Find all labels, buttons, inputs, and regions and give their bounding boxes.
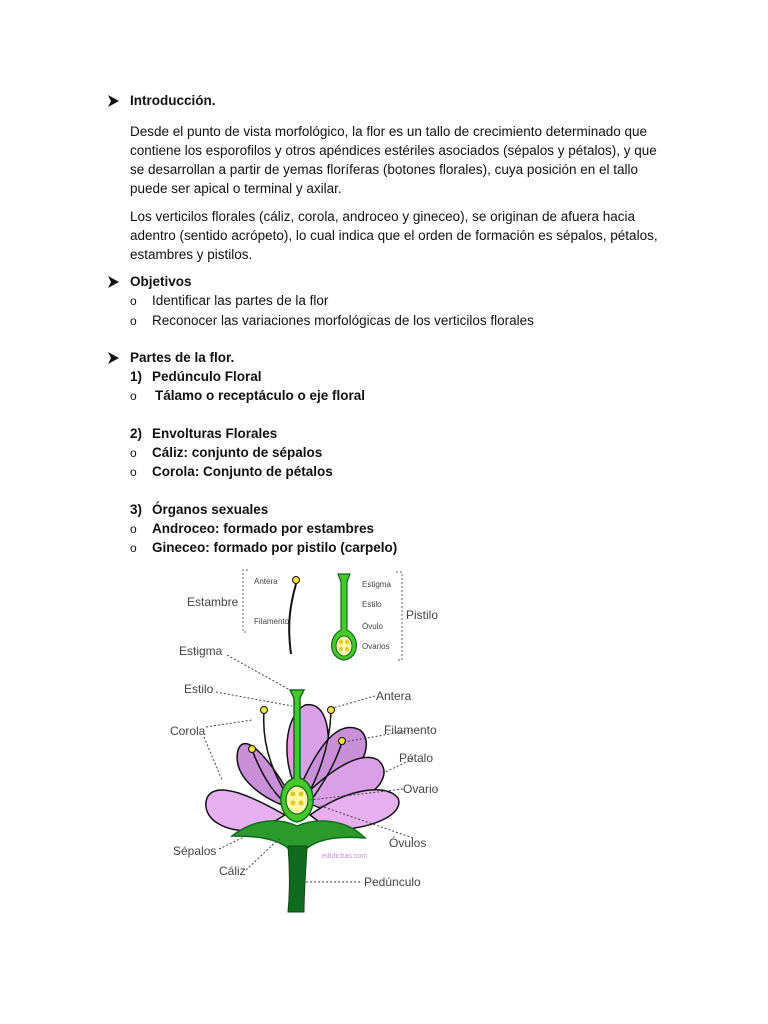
- ovule-dot: [291, 801, 296, 806]
- section-2-number: 2): [130, 426, 143, 441]
- label-estigma-small: Estigma: [362, 580, 391, 589]
- label-ovarios-small: Ovarios: [362, 642, 390, 651]
- objective-item-2: Reconocer las variaciones morfológicas de los verticilos florales: [152, 313, 534, 328]
- label-petalo: Pétalo: [399, 751, 434, 765]
- circle-bullet: o: [130, 388, 137, 403]
- section-1-number: 1): [130, 369, 143, 384]
- stamen-anther: [293, 577, 300, 584]
- ovule-dot: [339, 647, 343, 651]
- label-ovario: Ovario: [403, 782, 439, 796]
- bracket-estambre: [243, 570, 248, 632]
- objectives-heading: Objetivos: [130, 274, 192, 289]
- anther: [261, 707, 268, 714]
- ovule-dot: [299, 792, 304, 797]
- circle-bullet: o: [130, 540, 137, 555]
- label-filamento-small: Filamento: [254, 617, 290, 626]
- section-1-item-1: Tálamo o receptáculo o eje floral: [155, 388, 366, 403]
- circle-bullet: o: [130, 293, 137, 308]
- section-1-title: Pedúnculo Floral: [152, 369, 262, 384]
- ovule-dot: [291, 792, 296, 797]
- ovule-dot: [299, 801, 304, 806]
- parts-heading: Partes de la flor.: [130, 350, 235, 365]
- section-3-number: 3): [130, 502, 143, 517]
- label-estilo: Estilo: [184, 682, 214, 696]
- ovary-detail: [336, 636, 352, 656]
- anther: [249, 746, 256, 753]
- label-filamento: Filamento: [384, 723, 437, 737]
- section-3-title: Órganos sexuales: [152, 502, 269, 517]
- circle-bullet: o: [130, 521, 137, 536]
- section-3-item-1: Androceo: formado por estambres: [152, 521, 375, 536]
- ovule-dot: [345, 640, 349, 644]
- label-antera-small: Antera: [254, 577, 278, 586]
- peduncle: [288, 846, 307, 912]
- section-2-title: Envolturas Florales: [152, 426, 278, 441]
- section-2-item-2: Corola: Conjunto de pétalos: [152, 464, 333, 479]
- ovule-dot: [345, 647, 349, 651]
- intro-paragraph-2: Los verticilos florales (cáliz, corola, androceo y gineceo), se originan de afuera hacia adentro (sentido acrópeto), lo cual indica que el orden de formación es sépalos, pétalos, estambres y pistilos.: [130, 209, 658, 262]
- section-3-item-2: Gineceo: formado por pistilo (carpelo): [152, 540, 398, 555]
- objective-item-1: Identificar las partes de la flor: [152, 293, 329, 308]
- label-estigma: Estigma: [179, 644, 223, 658]
- anther: [328, 707, 335, 714]
- bracket-pistilo: [396, 572, 402, 660]
- circle-bullet: o: [130, 313, 137, 328]
- label-pistilo: Pistilo: [406, 608, 439, 622]
- circle-bullet: o: [130, 464, 137, 479]
- label-estilo-small: Estilo: [362, 600, 382, 609]
- watermark: edufichas.com: [322, 853, 368, 860]
- anther: [339, 738, 346, 745]
- label-ovulo-small: Óvulo: [362, 622, 383, 631]
- label-estambre: Estambre: [187, 595, 239, 609]
- label-caliz: Cáliz: [219, 864, 246, 878]
- label-antera: Antera: [376, 689, 412, 703]
- label-ovulos: Óvulos: [389, 836, 427, 850]
- ovule-dot: [339, 640, 343, 644]
- intro-heading: Introducción.: [130, 93, 216, 108]
- section-2-item-1: Cáliz: conjunto de sépalos: [152, 445, 323, 460]
- label-sepalos: Sépalos: [173, 844, 217, 858]
- stamen-filament: [289, 584, 296, 654]
- label-peduncle: Pedúnculo: [364, 875, 421, 889]
- label-corola: Corola: [170, 724, 206, 738]
- intro-paragraph-1: Desde el punto de vista morfológico, la flor es un tallo de crecimiento determinado que contiene los esporofilos y otros apéndices estériles asociados (sépalos y pétalos), y que se desarrollan a partir de yemas floríferas (botones florales), cuya posición en el tallo puede ser apical o terminal y axilar.: [130, 124, 657, 196]
- circle-bullet: o: [130, 445, 137, 460]
- ovary: [286, 786, 308, 814]
